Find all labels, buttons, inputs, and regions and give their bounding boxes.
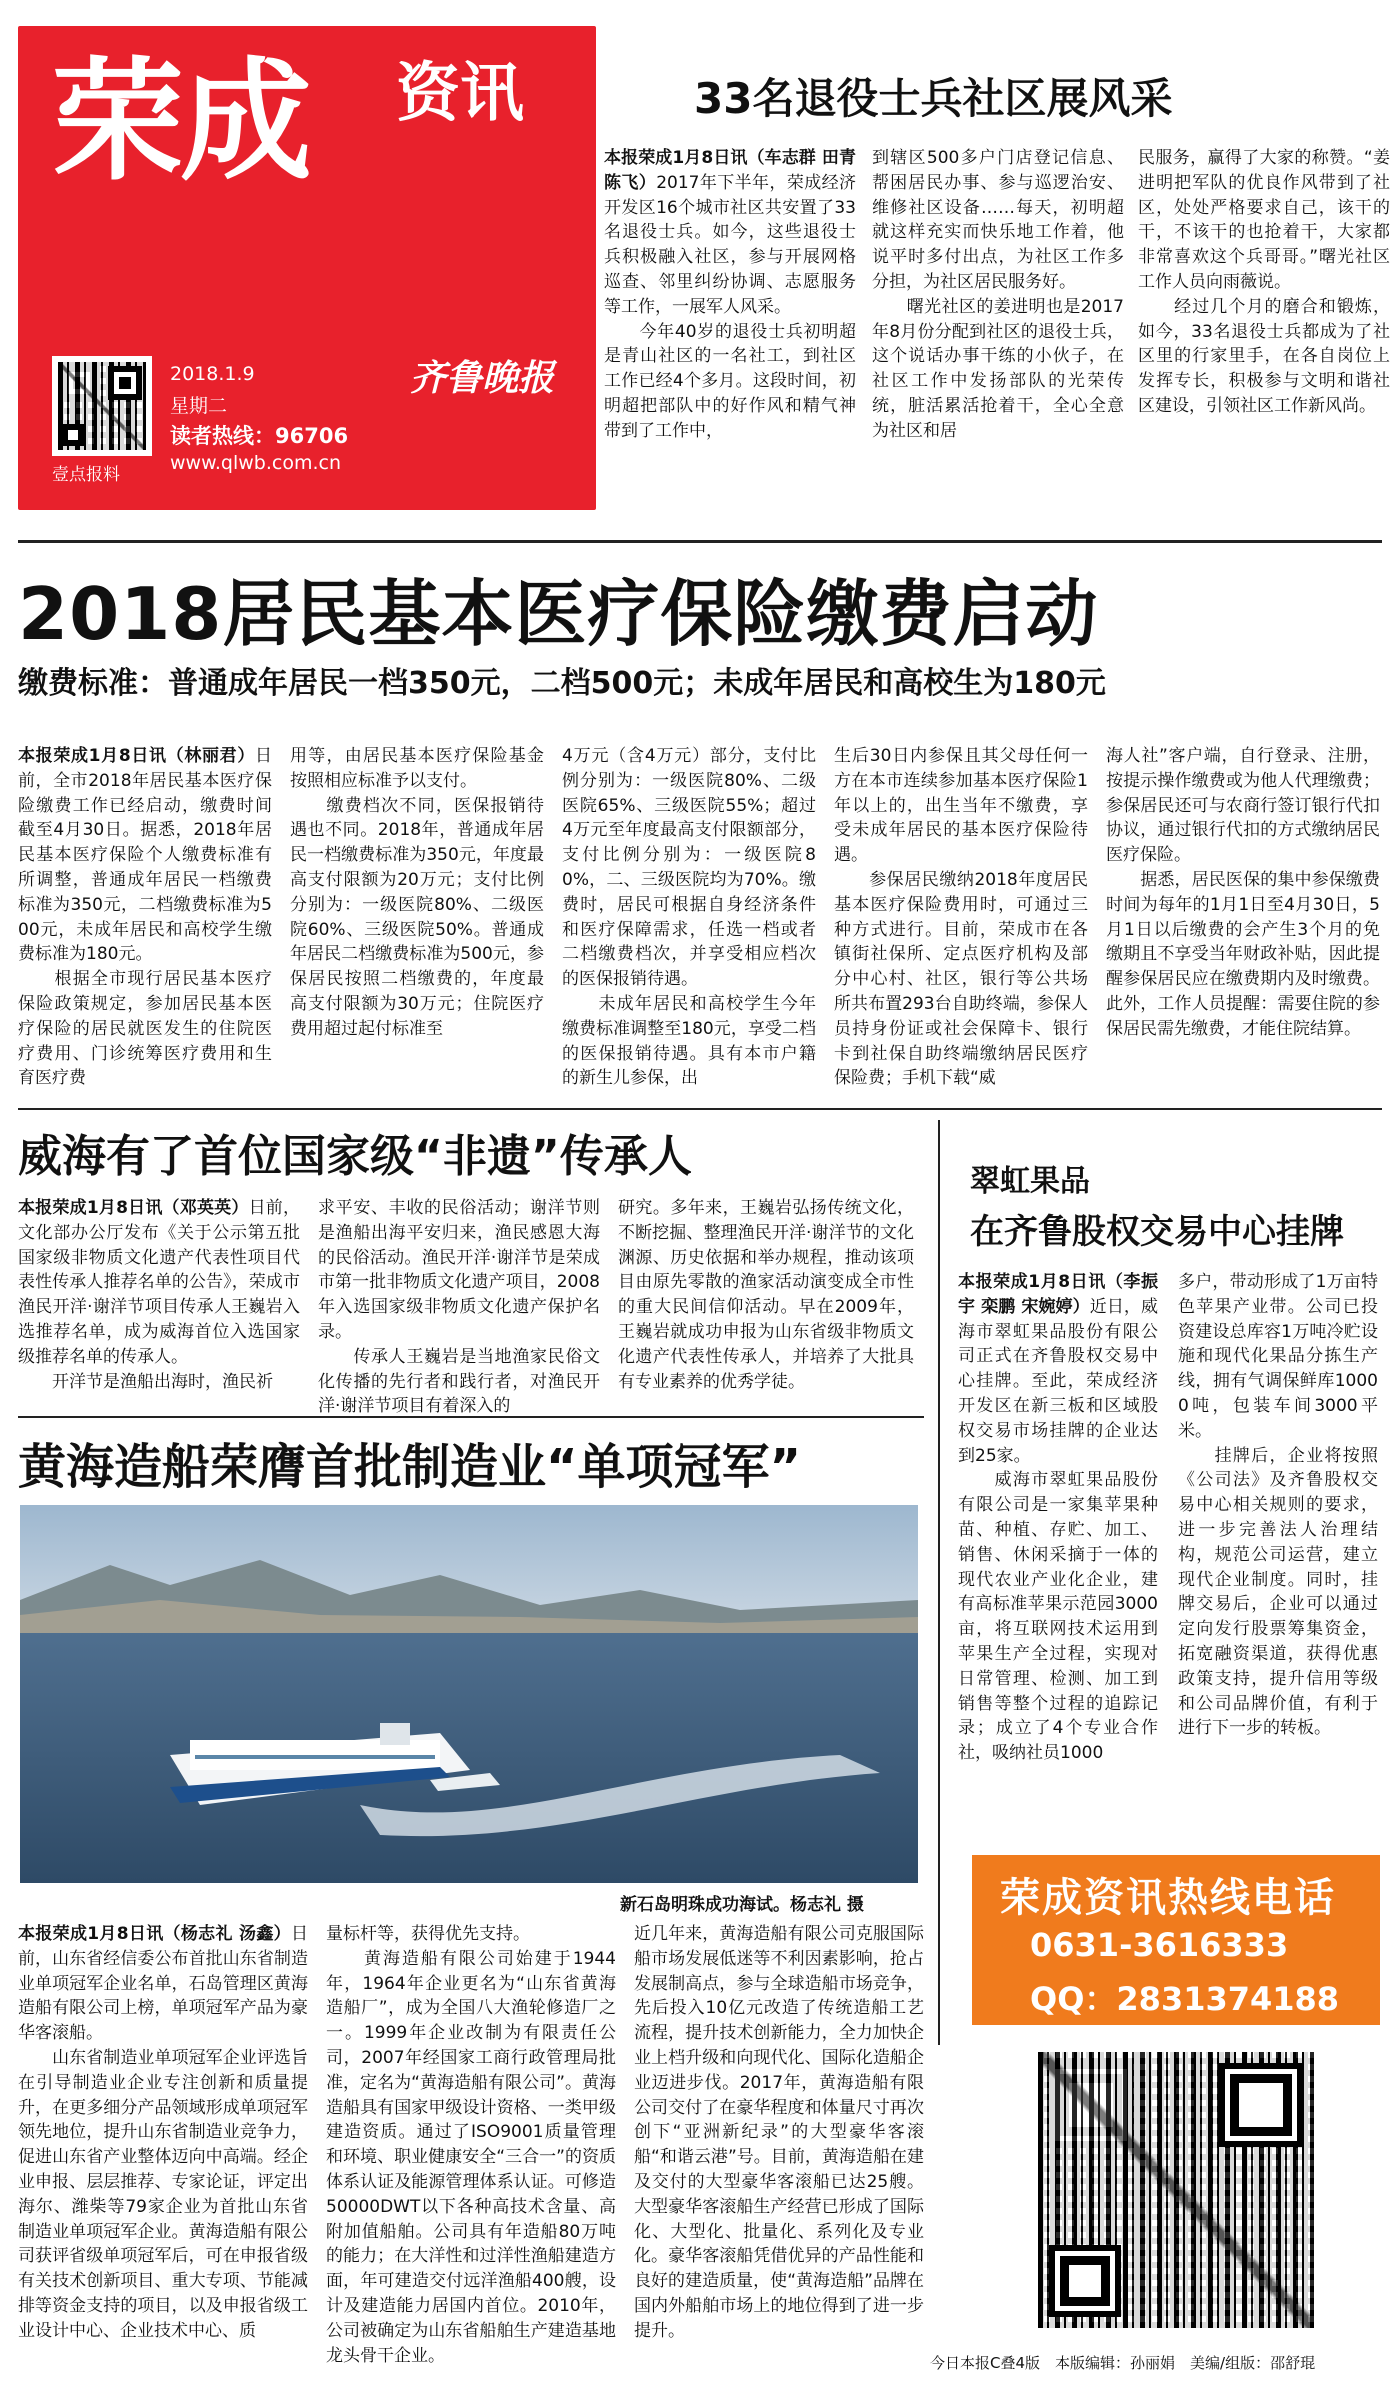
- article2-subtitle: 缴费标准：普通成年居民一档350元，二档500元；未成年居民和高校生为180元: [18, 666, 1106, 701]
- masthead-logo-sub: 资讯: [396, 57, 524, 131]
- article5-col2: 量标杆等，获得优先支持。 黄海造船有限公司始建于1944年，1964年企业更名为“山东省黄海造船厂”，成为全国八大渔轮修造厂之一。1999年企业改制为有限责任公司，2007年经国家工商行政管理局批准，定名为“黄海造船有限公司”。黄海造船具有国家甲级设计资格、一类甲级建造资质。通过了ISO9001质量管理和环境、职业健康安全“三合一”的资质体系认证及能源管理体系认证。可修造50000DWT以下各种高技术含量、高附加值船舶。公司具有年造船80万吨的能力；在大洋性和过洋性渔船建造方面，年可建造交付远洋渔船400艘，设计及建造能力居国内首位。2010年，公司被确定为山东省船舶生产建造基地龙头骨干企业。: [326, 1924, 616, 2366]
- article5-col1-text: 日前，山东省经信委公布首批山东省制造业单项冠军企业名单，石岛管理区黄海造船有限公司上榜，单项冠军产品为豪华客滚船。 山东省制造业单项冠军企业评选旨在引导制造业企业专注创新和质量提升，在更多细分产品领域形成单项冠军领先地位，提升山东省制造业竞争力，促进山东省产业整体迈向中高端。经企业申报、层层推荐、专家论证，评定出海尔、潍柴等79家企业为首批山东省制造业单项冠军企业。黄海造船有限公司获评省级单项冠军后，可在申报省级有关技术创新项目、重大专项、节能减排等资金支持的项目，以及申报省级工业设计中心、企业技术中心、质: [18, 1924, 308, 2341]
- divider: [18, 1416, 924, 1418]
- divider: [18, 1108, 1382, 1110]
- article1-col3: 民服务，赢得了大家的称赞。“姜进明把军队的优良作风带到了社区，处处严格要求自己，该干的干，不该干的也抢着干，大家都非常喜欢这个兵哥哥。”曙光社区工作人员向雨薇说。 经过几个月的磨合和锻炼，如今，33名退役士兵都成为了社区里的行家里手，在各自岗位上发挥专长，积极参与文明和谐社区建设，引领社区工作新风尚。: [1138, 148, 1390, 416]
- article4-col1-text: 近日，威海市翠虹果品股份有限公司正式在齐鲁股权交易中心挂牌。至此，荣成经济开发区在新三板和区域股权交易市场挂牌的企业达到25家。 威海市翠虹果品股份有限公司是一家集苹果种苗、种植、存贮、加工、销售、休闲采摘于一体的现代农业产业化企业，建有高标准苹果示范园3000亩，将互联网技术运用到苹果生产全过程，实现对日常管理、检测、加工到销售等整个过程的追踪记录；成立了4个专业合作社，吸纳社员1000: [958, 1296, 1159, 1764]
- divider: [18, 540, 1382, 543]
- article4-byline: 本报荣成1月8日讯（李振宇 栾鹏 宋婉婷）: [958, 1272, 1158, 1317]
- hotline-qq[interactable]: QQ：2831374188: [1030, 1980, 1340, 2018]
- masthead-qr-code[interactable]: [52, 356, 152, 456]
- article4-title-line1: 翠虹果品: [970, 1164, 1090, 1199]
- article1-col1-text: 2017年下半年，荣成经济开发区16个城市社区共安置了33名退役士兵。如今，这些退役士兵积极融入社区，参与开展网格巡查、邻里纠纷协调、志愿服务等工作，一展军人风采。 今年40岁的退役士兵初明超是青山社区的一名社工，到社区工作已经4个多月。这段时间，初明超把部队中的好作风和精气神带到了工作中，: [604, 172, 857, 441]
- article2-title: 2018居民基本医疗保险缴费启动: [18, 572, 1099, 656]
- masthead-weekday: 星期二: [170, 395, 228, 417]
- photo-caption: 新石岛明珠成功海试。杨志礼 摄: [620, 1895, 864, 1915]
- article3-byline: 本报荣成1月8日讯（邓英英）: [18, 1198, 249, 1218]
- article2-col1: [18, 744, 272, 1098]
- hotline-phone[interactable]: 0631-3616333: [1030, 1926, 1289, 1964]
- masthead-hotline: 读者热线：96706: [170, 424, 349, 448]
- article3-col1-text: 日前，文化部办公厅发布《关于公示第五批国家级非物质文化遗产代表性项目代表性传承人推荐名单的公告》，荣成市渔民开洋·谢洋节项目传承人王巍岩入选推荐名单，成为威海首位入选国家级推荐名单的传承人。 开洋节是渔船出海时，渔民祈: [18, 1198, 300, 1392]
- article4-col2: 多户，带动形成了1万亩特色苹果产业带。公司已投资建设总库容1万吨冷贮设施和现代化果品分拣生产线，拥有气调保鲜库10000吨，包装车间3000平米。 挂牌后，企业将按照《公司法》及齐鲁股权交易中心相关规则的要求，进一步完善法人治理结构，规范公司运营，建立现代企业制度。同时，挂牌交易后，企业可以通过定向发行股票筹集资金，拓宽融资渠道，获得优惠政策支持，提升信用等级和公司品牌价值，有利于进行下一步的转板。: [1178, 1272, 1378, 1739]
- article5-col1: [18, 1922, 308, 2382]
- article3-col2: 求平安、丰收的民俗活动；谢洋节则是渔船出海平安归来，渔民感恩大海的民俗活动。渔民开洋·谢洋节是荣成市第一批非物质文化遗产项目，2008年入选国家级非物质文化遗产保护名录。 传承人王巍岩是当地渔家民俗文化传播的先行者和践行者，对渔民开洋·谢洋节项目有着深入的: [318, 1198, 600, 1417]
- masthead-qr-label: 壹点报料: [52, 465, 120, 485]
- masthead-paper-name: 齐鲁晚报: [410, 357, 555, 399]
- article1-title: 33名退役士兵社区展风采: [694, 74, 1173, 123]
- article2-byline: 本报荣成1月8日讯（林丽君）: [18, 746, 255, 766]
- article1-byline: 本报荣成1月8日讯（车志群 田青 陈飞）: [604, 148, 862, 193]
- hotline-title: 荣成资讯热线电话: [1000, 1875, 1336, 1921]
- article5-col3: 近几年来，黄海造船有限公司克服国际船市场发展低迷等不利因素影响，抢占发展制高点，参与全球造船市场竞争，先后投入10亿元改造了传统造船工艺流程，提升技术创新能力，全力加快企业上档升级和向现代化、国际化造船企业迈进步伐。2017年，黄海造船有限公司交付了在豪华程度和体量尺寸再次创下“亚洲新纪录”的大型豪华客滚船“和谐云港”号。目前，黄海造船在建及交付的大型豪华客滚船已达25艘。大型豪华客滚船生产经营已形成了国际化、大型化、批量化、系列化及专业化。豪华客滚船凭借优异的产品性能和良好的建造质量，使“黄海造船”品牌在国内外船舶市场上的地位得到了进一步提升。: [634, 1924, 924, 2341]
- footer-credits: 今日本报C叠4版 本版编辑：孙丽娟 美编/组版：邵舒琨: [930, 2354, 1316, 2372]
- article2-col1-text: 日前，全市2018年居民基本医疗保险缴费工作已经启动，缴费时间截至4月30日。据悉，2018年居民基本医疗保险个人缴费标准有所调整，普通成年居民一档缴费标准为350元，二档缴费标准为500元，未成年居民和高校学生缴费标准为180元。 根据全市现行居民基本医疗保险政策规定，参加居民基本医疗保险的居民就医发生的住院医疗费用、门诊统筹医疗费用和生育医疗费: [18, 746, 272, 1089]
- article5-byline: 本报荣成1月8日讯（杨志礼 汤鑫）: [18, 1924, 291, 1944]
- article2-col3: 4万元（含4万元）部分，支付比例分别为：一级医院80%、二级医院65%、三级医院55%；超过4万元至年度最高支付限额部分，支付比例分别为：一级医院80%，二、三级医院均为70%。缴费时，居民可根据自身经济条件和医疗保障需求，任选一档或者二档缴费档次，并享受相应档次的医保报销待遇。 未成年居民和高校学生今年缴费标准调整至180元，享受二档的医保报销待遇。具有本市户籍的新生儿参保，出: [562, 746, 816, 1089]
- article1-col2: 到辖区500多户门店登记信息、帮困居民办事、参与巡逻治安、维修社区设备……每天，初明超就这样充实而快乐地工作着，他说平时多付出点，为社区工作多分担，为社区居民服务好。 曙光社区的姜进明也是2017年8月份分配到社区的退役士兵，这个说话办事干练的小伙子，在社区工作中发扬部队的光荣传统，脏活累活抢着干，全心全意为社区和居: [872, 148, 1124, 441]
- article4-title-line2: 在齐鲁股权交易中心挂牌: [970, 1212, 1344, 1252]
- ship-photo: [20, 1505, 918, 1883]
- wechat-qr-code[interactable]: [1038, 2052, 1314, 2328]
- article2-col5: 海人社”客户端，自行登录、注册，按提示操作缴费或为他人代理缴费；参保居民还可与农商行签订银行代扣协议，通过银行代扣的方式缴纳居民医疗保险。 据悉，居民医保的集中参保缴费时间为每年的1月1日至4月30日，5月1日以后缴费的会产生3个月的免缴期且不享受当年财政补贴，因此提醒参保居民应在缴费期内及时缴费。此外，工作人员提醒：需要住院的参保居民需先缴费，才能住院结算。: [1106, 746, 1380, 1039]
- article2-col4: 生后30日内参保且其父母任何一方在本市连续参加基本医疗保险1年以上的，出生当年不缴费，享受未成年居民的基本医疗保险待遇。 参保居民缴纳2018年度居民基本医疗保险费用时，可通过三种方式进行。目前，荣成市在各镇街社保所、定点医疗机构及部分中心村、社区，银行等公共场所共布置293台自助终端，参保人员持身份证或社会保障卡、银行卡到社保自助终端缴纳居民医疗保险费；手机下载“威: [834, 746, 1088, 1089]
- article3-col1: [18, 1196, 300, 1406]
- masthead-website[interactable]: www.qlwb.com.cn: [170, 452, 341, 474]
- article3-col3: 研究。多年来，王巍岩弘扬传统文化，不断挖掘、整理渔民开洋·谢洋节的文化渊源、历史依据和举办规程，推动该项目由原先零散的渔家活动演变成全市性的重大民间信仰活动。早在2009年，王巍岩就成功申报为山东省级非物质文化遗产代表性传承人，并培养了大批具有专业素养的优秀学徒。: [618, 1198, 914, 1392]
- masthead-date-block: [170, 358, 255, 422]
- article1-col1: [604, 146, 862, 518]
- article5-title: 黄海造船荣膺首批制造业“单项冠军”: [18, 1439, 802, 1495]
- masthead-logo-main: 荣成: [52, 45, 308, 199]
- vertical-divider: [938, 1120, 940, 2045]
- article3-title: 威海有了首位国家级“非遗”传承人: [18, 1131, 692, 1182]
- masthead-date: 2018.1.9: [170, 363, 255, 385]
- article2-col2: 用等，由居民基本医疗保险基金按照相应标准予以支付。 缴费档次不同，医保报销待遇也不同。2018年，普通成年居民一档缴费标准为350元，年度最高支付限额为20万元；支付比例分别为：一级医院80%、二级医院60%、三级医院50%。普通成年居民二档缴费标准为500元，参保居民按照二档缴费的，年度最高支付限额为30万元；住院医疗费用超过起付标准至: [290, 746, 544, 1039]
- article4-col1: [958, 1270, 1158, 1850]
